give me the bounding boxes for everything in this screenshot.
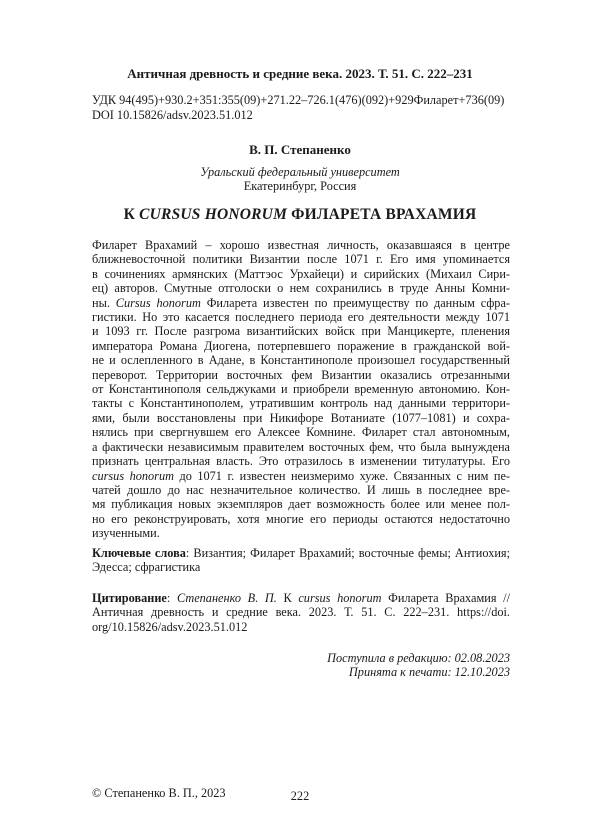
text-line [92, 281, 510, 295]
text-line [92, 353, 510, 367]
text-segment: но его реконструировать, хотя многие его периоды остаются недостаточно [92, 512, 510, 526]
text-line [92, 440, 510, 454]
italic-text: Степаненко В. П. [177, 591, 277, 605]
text-line [92, 546, 510, 560]
title-suffix: ФИЛАРЕТА ВРАХАМИЯ [287, 206, 476, 223]
abstract [92, 238, 510, 541]
text-segment: Античная древность и средние века. 2023. Т. 51. С. 222–231. https://doi. [92, 605, 510, 619]
title-italic: CURSUS HONORUM [139, 206, 287, 223]
text-line [92, 252, 510, 266]
text-segment: : Византия; Филарет Врахамий; восточные фемы; Антиохия; [186, 546, 510, 560]
text-segment: org/10.15826/adsv.2023.51.012 [92, 620, 247, 634]
affiliation: Уральский федеральный университет [0, 165, 600, 179]
doi: DOI 10.15826/adsv.2023.51.012 [92, 108, 253, 123]
text-segment: переворот. Территории восточных фем Византии оказались отрезанными [92, 368, 510, 382]
text-line [92, 238, 510, 252]
journal-header: Античная древность и средние века. 2023. Т. 51. С. 222–231 [0, 66, 600, 82]
text-segment: Филарета Врахамия // [382, 591, 511, 605]
text-line [92, 512, 510, 526]
text-segment: а фактически независимым правителем восточных фем, что была вынуждена [92, 440, 510, 454]
bold-label: Цитирование [92, 591, 167, 605]
text-segment: в сочинениях армянских (Маттэос Урхайеци) и сирийских (Михаил Сири- [92, 267, 510, 281]
text-line [92, 497, 510, 511]
text-segment: ями, были восстановлены при Никифоре Вотаниате (1077–1081) и сохра- [92, 411, 510, 425]
text-segment: изученными. [92, 526, 160, 540]
text-line [92, 425, 510, 439]
text-segment: мя публикация новых экземпляров дает возможность более или менее пол- [92, 497, 510, 511]
author-affiliation-block [0, 165, 600, 193]
udk-code: УДК 94(495)+930.2+351:355(09)+271.22–726.1(476)(092)+929Филарет+736(09) [92, 93, 504, 108]
text-segment: ближневосточной политики Византии после 1071 г. Его имя упоминается [92, 252, 510, 266]
text-segment: ец) авторов. Смутные отголоски о нем сохранились в труде Анны Комни- [92, 281, 510, 295]
author-name: В. П. Степаненко [0, 142, 600, 158]
text-line [92, 310, 510, 324]
italic-text: cursus honorum [92, 469, 174, 483]
text-line [92, 469, 510, 483]
text-line [92, 560, 510, 574]
location: Екатеринбург, Россия [0, 179, 600, 193]
page-number: 222 [0, 789, 600, 804]
text-segment: ны. [92, 296, 116, 310]
text-segment: до 1071 г. известен неизмеримо хуже. Связанных с ним пе- [174, 469, 510, 483]
text-segment: : [167, 591, 177, 605]
text-line [92, 324, 510, 338]
keywords [92, 546, 510, 575]
text-segment: от Константинополя сельджуками и приобрели временную автономию. Кон- [92, 382, 510, 396]
copyright: © Степаненко В. П., 2023 [92, 786, 226, 801]
article-title [0, 206, 600, 224]
text-segment: чатей дошло до нас незначительное количество. И лишь в последнее вре- [92, 483, 510, 497]
text-line [92, 526, 510, 540]
text-line [92, 396, 510, 410]
text-line [92, 483, 510, 497]
text-line [92, 339, 510, 353]
received-date: Поступила в редакцию: 02.08.2023 [92, 651, 510, 665]
text-segment: Эдесса; сфрагистика [92, 560, 200, 574]
title-prefix: К [124, 206, 140, 223]
text-line [92, 454, 510, 468]
bold-label: Ключевые слова [92, 546, 186, 560]
accepted-date: Принята к печати: 12.10.2023 [92, 665, 510, 679]
text-line [92, 605, 510, 619]
text-line [92, 382, 510, 396]
text-segment: Филарета известен по преимуществу по данным сфра- [201, 296, 510, 310]
text-segment: гистики. Но это касается последнего периода его деятельности между 1071 [92, 310, 510, 324]
text-segment: К [277, 591, 298, 605]
italic-text: cursus honorum [298, 591, 381, 605]
text-segment: не и ослепленного в Адане, в Константинополе произошел государственный [92, 353, 510, 367]
text-line [92, 368, 510, 382]
text-segment: и 1093 гг. После разгрома византийских войск при Манцикерте, пленения [92, 324, 510, 338]
italic-text: Cursus honorum [116, 296, 201, 310]
text-segment: нялись при свергнувшем его Алексее Комнине. Филарет стал автономным, [92, 425, 510, 439]
text-line [92, 296, 510, 310]
citation [92, 591, 510, 634]
text-segment: Филарет Врахамий – хорошо известная личность, оказавшаяся в центре [92, 238, 510, 252]
text-line [92, 620, 510, 634]
text-segment: императора Романа Диогена, потерпевшего поражение в гражданской вой- [92, 339, 510, 353]
text-line [92, 267, 510, 281]
text-segment: признать центральная власть. Это отразилось в изменении титулатуры. Его [92, 454, 510, 468]
text-segment: такты с Константинополем, утратившим контроль над данными территори- [92, 396, 510, 410]
text-line [92, 591, 510, 605]
text-line [92, 411, 510, 425]
dates [92, 651, 510, 680]
